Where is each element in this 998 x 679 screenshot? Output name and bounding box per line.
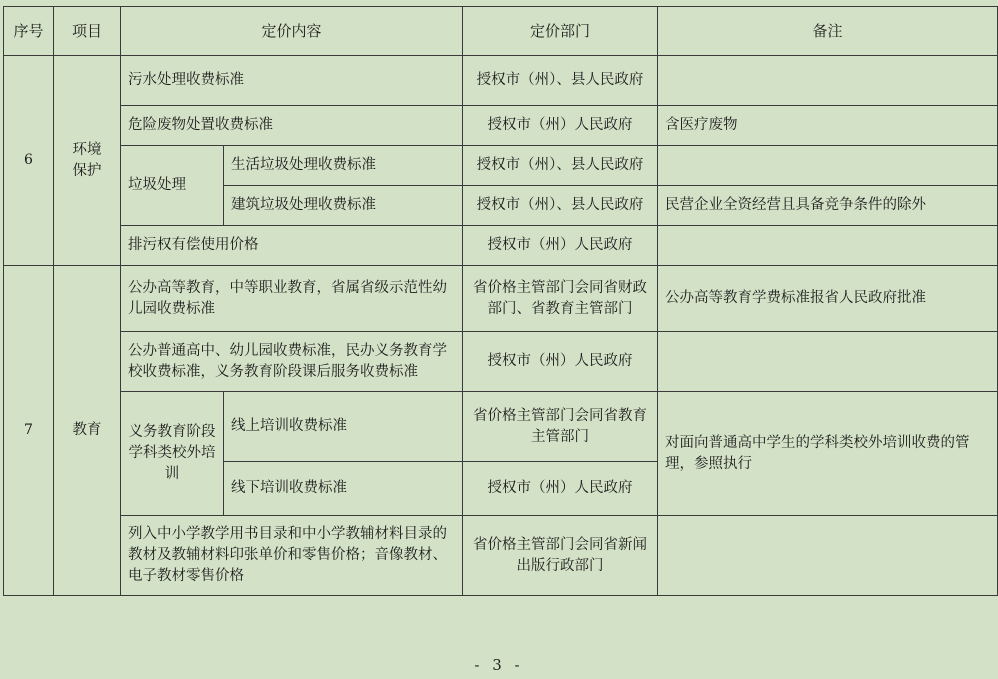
seq-cell: 6 <box>4 56 54 266</box>
pricing-table <box>3 6 998 596</box>
dept-cell: 授权市（州）、县人民政府 <box>463 186 658 226</box>
note-cell: 对面向普通高中学生的学科类校外培训收费的管理，参照执行 <box>658 392 998 516</box>
content-cell: 污水处理收费标准 <box>121 56 463 106</box>
dept-cell: 省价格主管部门会同省财政部门、省教育主管部门 <box>463 266 658 332</box>
dept-cell: 授权市（州）人民政府 <box>463 332 658 392</box>
content-cell: 列入中小学教学用书目录和中小学教辅材料目录的教材及教辅材料印张单价和零售价格；音像教材、电子教材零售价格 <box>121 516 463 596</box>
item-cell: 环境保护 <box>54 56 121 266</box>
content-cell: 线上培训收费标准 <box>224 392 463 462</box>
item-cell: 教育 <box>54 266 121 596</box>
content-cell: 危险废物处置收费标准 <box>121 106 463 146</box>
content-cell: 排污权有偿使用价格 <box>121 226 463 266</box>
table-row <box>4 516 998 596</box>
note-cell <box>658 146 998 186</box>
content-cell: 公办普通高中、幼儿园收费标准，民办义务教育学校收费标准，义务教育阶段课后服务收费标准 <box>121 332 463 392</box>
table-row <box>4 266 998 332</box>
category-cell: 垃圾处理 <box>121 146 224 226</box>
table-row <box>4 56 998 106</box>
content-cell: 线下培训收费标准 <box>224 462 463 516</box>
content-cell: 公办高等教育，中等职业教育，省属省级示范性幼儿园收费标准 <box>121 266 463 332</box>
page-number: - 3 - <box>474 656 524 674</box>
seq-cell: 7 <box>4 266 54 596</box>
header-seq: 序号 <box>4 7 54 56</box>
dept-cell: 省价格主管部门会同省新闻出版行政部门 <box>463 516 658 596</box>
dept-cell: 授权市（州）人民政府 <box>463 462 658 516</box>
dept-cell: 授权市（州）、县人民政府 <box>463 146 658 186</box>
header-note: 备注 <box>658 7 998 56</box>
table-row <box>4 332 998 392</box>
note-cell: 民营企业全资经营且具备竞争条件的除外 <box>658 186 998 226</box>
note-cell <box>658 332 998 392</box>
table-row <box>4 106 998 146</box>
category-cell: 义务教育阶段学科类校外培训 <box>121 392 224 516</box>
note-cell <box>658 516 998 596</box>
dept-cell: 授权市（州）人民政府 <box>463 226 658 266</box>
content-cell: 建筑垃圾处理收费标准 <box>224 186 463 226</box>
dept-cell: 省价格主管部门会同省教育主管部门 <box>463 392 658 462</box>
table-row <box>4 226 998 266</box>
header-content: 定价内容 <box>121 7 463 56</box>
table-row <box>4 392 998 462</box>
note-cell: 含医疗废物 <box>658 106 998 146</box>
dept-cell: 授权市（州）人民政府 <box>463 106 658 146</box>
header-item: 项目 <box>54 7 121 56</box>
dept-cell: 授权市（州）、县人民政府 <box>463 56 658 106</box>
content-cell: 生活垃圾处理收费标准 <box>224 146 463 186</box>
note-cell: 公办高等教育学费标准报省人民政府批准 <box>658 266 998 332</box>
table-header-row <box>4 7 998 56</box>
note-cell <box>658 56 998 106</box>
table-row <box>4 146 998 186</box>
note-cell <box>658 226 998 266</box>
header-dept: 定价部门 <box>463 7 658 56</box>
